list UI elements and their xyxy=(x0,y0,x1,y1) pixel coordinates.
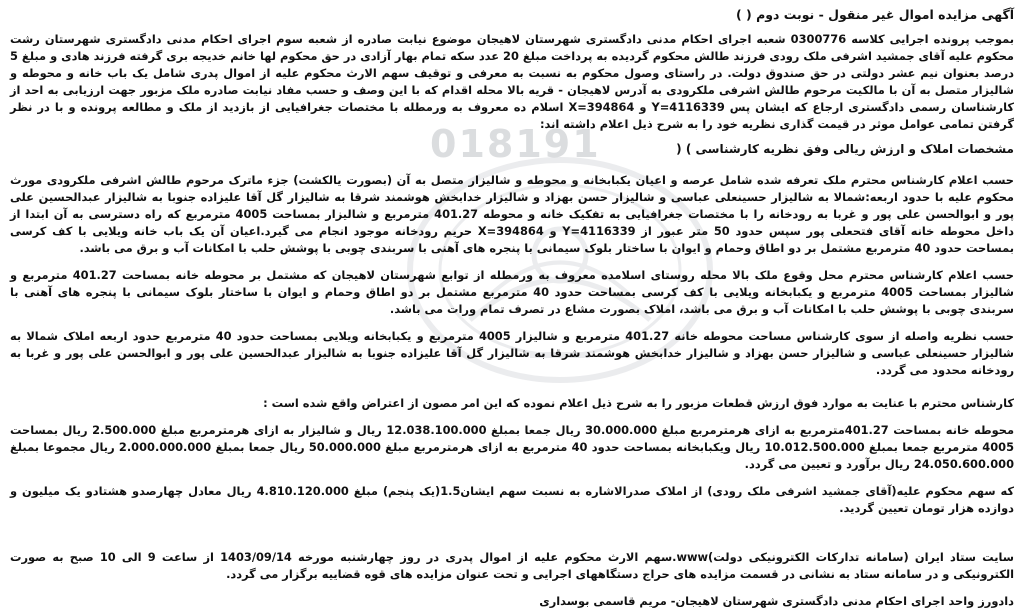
paragraph-expert-report-boundaries: حسب اعلام کارشناس محترم ملک تعرفه شده شامل عرصه و اعیان یکبابخانه و محوطه و شالیزار متصل به آن (بصورت یالکشت) جزء ماترک مرحوم طالش اشرفی ملکرودی مورث محکوم علیه با حدود اربعه:شمالا به شالیزار حسینعلی عباسی و شالیزار حسن بهزاد و شالیزار خدابخش هوشمند شرقا به شالیزار گل آقا علیزاده جنوبا به شالیزار عبدالحسین علی پور و ابوالحسن علی پور و غربا به رودخانه را با مختصات جغرافیایی به تفکیک خانه و محوطه 401.27 مترمربع و شالیزار بمساحت 4005 مترمربع که راه دسترسی به آن ابتدا از داخل محوطه خانه آقای فتحعلی پور سپس حدود 50 متر عبور از 4116339=Y و 394864=X حریم رودخانه موجود انجام می گیرد.اعیان آن یک باب خانه ویلایی با کف کرسی بمساحت حدود 40 مترمربع مشتمل بر دو اطاق وحمام و ایوان با ساختار بلوک سیمانی با پنجره های آهنی با سربندی چوبی با پوشش حلب با امکانات آب و برق می باشد. xyxy=(10,173,1014,255)
signature-line: دادورز واحد اجرای احکام مدنی دادگستری شهرستان لاهیجان- مریم قاسمی بوسداری xyxy=(539,594,1014,608)
paragraph-expert-report-location: حسب اعلام کارشناس محترم محل وقوع ملک بالا محله روستای اسلامده معروف به ورمطله از توابع شهرستان لاهیجان که مشتمل بر محوطه خانه بمساحت 401.27 مترمربع و شالیزار بمساحت 4005 مترمربع و یکبابخانه ویلایی با کف کرسی بمساحت حدود 40 مترمربع مشتمل بر دو اطاق وحمام و ایوان با ساختار بلوک سیمانی با پنجره های آهنی با سربندی چوبی با پوشش حلب با امکانات آب و برق می باشد، املاک بصورت مشاع در تصرف تمام ورات می باشد. xyxy=(10,268,1015,316)
watermark-number: 018191 xyxy=(430,122,601,166)
paragraph-case-summary: بموجب پرونده اجرایی کلاسه 0300776 شعبه اجرای احکام مدنی دادگستری شهرستان لاهیجان موضوع نیابت صادره از شعبه سوم اجرای احکام مدنی دادگستری شهرستان رشت محکوم علیه آقای جمشید اشرفی ملک رودی فرزند طالش محکوم گردیده به پرداخت مبلغ 20 عدد سکه تمام بهار آزادی در حق محکوم لها خانم خدیجه بری گرفته فرزند هادی و مبلغ 5 درصد بعنوان نیم عشر دولتی در حق صندوق دولت. در راستای وصول محکوم به نسبت به معرفی و توقیف سهم الارث محکوم علیه از اموال پدری شامل یک باب خانه و محوطه و شالیزار متصل به آن با مالکیت مرحوم طالش اشرفی ملکرودی به آدرس لاهیجان - قریه بالا محله اقدام که با این وصف و حسب مفاد نیابت صادره ملک مزبور جهت ارزیابی به احد از کارشناسان رسمی دادگستری ارجاع که ایشان پس 4116339=Y و 394864=X اسلام ده معروف به ورمطله با مختصات جغرافیایی از بازدید از ملک و مطالعه پرونده و با در نظر گرفتن تمامی عوامل موثر در قیمت گذاری نظریه خود را به شرح ذیل اعلام داشته اند: xyxy=(10,32,1015,131)
paragraph-valuation-intro: کارشناس محترم با عنایت به موارد فوق ارزش قطعات مزبور را به شرح ذیل اعلام نموده که این امر مصون از اعتراض واقع شده است : xyxy=(263,396,1014,410)
paragraph-expert-report-area: حسب نظریه واصله از سوی کارشناس مساحت محوطه خانه 401.27 مترمربع و شالیزار 4005 مترمربع و یکبابخانه ویلایی بمساحت حدود 40 مترمربع حدود اربعه املاک شمالا به شالیزار حسینعلی عباسی و شالیزار حسن بهزاد و شالیزار خدابخش هوشمند شرقا به شالیزار گل آقا علیزاده جنوبا به شالیزار عبدالحسین علی پور و ابوالحسن علی پور و غربا به رودخانه محدود می گردد. xyxy=(10,329,1014,377)
section-heading-property-specs: مشخصات املاک و ارزش ریالی وفق نظریه کارشناسی ) ( xyxy=(676,142,1014,156)
paragraph-auction-schedule: سایت ستاد ایران (سامانه تدارکات الکترونیکی دولت)www.سهم الارث محکوم علیه از اموال پدری در روز چهارشنبه مورخه 1403/09/14 از ساعت 9 الی 10 صبح به صورت الکترونیکی و در سامانه ستاد به نشانی در قسمت مزایده های حراج دستگاههای اجرایی و تحت عنوان مزایده های قوه قضاییه برگزار می گردد. xyxy=(10,550,1014,581)
notice-title: آگهی مزایده اموال غیر منقول - نوبت دوم ( ) xyxy=(735,7,1014,22)
paragraph-debtor-share: که سهم محکوم علیه(آقای جمشید اشرفی ملک رودی) از املاک صدرالاشاره به نسبت سهم ایشان1.5(یک پنجم) مبلغ 4.810.120.000 ریال معادل چهارصدو هشتادو یک میلیون و دوازده هزار تومان تعیین گردید. xyxy=(10,484,1014,515)
paragraph-valuation-amounts: محوطه خانه بمساحت 401.27مترمربع به ازای هرمترمربع مبلغ 30.000.000 ریال جمعا بمبلغ 12.038.100.000 ریال و شالیزار به ازای هرمترمربع مبلغ 2.500.000 ریال بمساحت 4005 مترمربع جمعا بمبلغ 10.012.500.000 ریال ویکبابخانه بمساحت حدود 40 مترمربع به ازای هرمترمربع مبلغ 50.000.000 ریال جمعا بمبلغ 2.000.000.000 ریال مجموعا بمبلغ 24.050.600.000 ریال برآورد و تعیین می گردد. xyxy=(10,423,1015,471)
